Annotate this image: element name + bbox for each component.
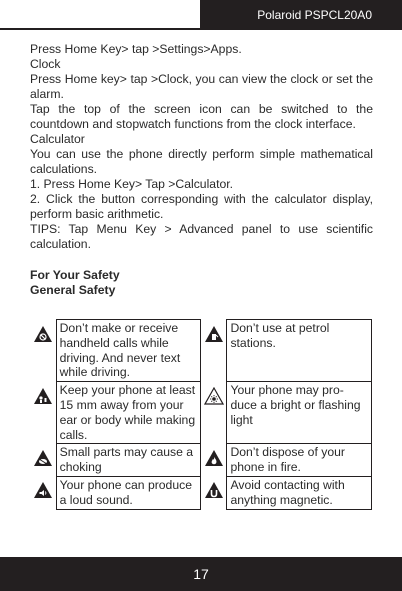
distance-body-icon (33, 387, 53, 405)
header-divider (0, 28, 402, 30)
flashing-light-icon (204, 387, 224, 405)
safety-icon-cell (30, 382, 56, 444)
safety-text: Small parts may cause a choking (56, 444, 200, 477)
safety-icon-cell (30, 320, 56, 382)
safety-text: Your phone can produce a loud sound. (56, 476, 200, 509)
magnetic-icon (204, 481, 224, 499)
safety-icon-cell (200, 476, 227, 509)
safety-row (30, 444, 372, 477)
text-line-step-1: 1. Press Home Key> Tap >Calculator. (30, 177, 234, 191)
safety-icon-cell (30, 444, 56, 477)
heading-for-your-safety: For Your Safety (30, 268, 120, 282)
safety-icon-cell (200, 444, 227, 477)
subheading-calculator: Calculator (30, 132, 85, 146)
text-line-clock: Press Home key> tap >Clock, you can view the clock or set the alarm. (30, 72, 373, 101)
safety-row (30, 476, 372, 509)
text-line-step-2: 2. Click the button corresponding with the calculator display, perform basic arithmetic. (30, 192, 373, 221)
text-line-calculator: You can use the phone directly perform simple mathematical calculations. (30, 147, 373, 176)
safety-row (30, 320, 372, 382)
safety-text: Avoid contacting with anything magnetic. (227, 476, 372, 509)
safety-text: Keep your phone at least 15 mm away from your ear or body while making calls. (56, 382, 200, 444)
subheading-clock: Clock (30, 57, 61, 71)
safety-text: Don’t make or receive handheld calls while driving. And never text while driving. (56, 320, 200, 382)
choking-hazard-icon (33, 449, 53, 467)
safety-icon-cell (30, 476, 56, 509)
text-line-settings-apps: Press Home Key> tap >Settings>Apps. (30, 42, 242, 56)
no-phone-driving-icon (33, 325, 53, 343)
no-fire-icon (204, 449, 224, 467)
safety-row (30, 382, 372, 444)
safety-table (30, 319, 372, 510)
body-text (30, 42, 373, 298)
text-line-tips: TIPS: Tap Menu Key > Advanced panel to use scientific calculation. (30, 222, 373, 251)
safety-icon-cell (200, 382, 227, 444)
footer-bar (0, 557, 402, 591)
document-title: Polaroid PSPCL20A0 (200, 0, 402, 30)
safety-icon-cell (200, 320, 227, 382)
safety-text: Your phone may pro-duce a bright or flashing light (227, 382, 372, 444)
text-line-countdown: Tap the top of the screen icon can be switched to the countdown and stopwatch functions from the clock interface. (30, 102, 373, 131)
safety-text: Don’t dispose of your phone in fire. (227, 444, 372, 477)
safety-text: Don’t use at petrol stations. (227, 320, 372, 382)
no-petrol-icon (204, 325, 224, 343)
page-number: 17 (193, 566, 209, 582)
loud-sound-icon (33, 481, 53, 499)
heading-general-safety: General Safety (30, 283, 116, 297)
